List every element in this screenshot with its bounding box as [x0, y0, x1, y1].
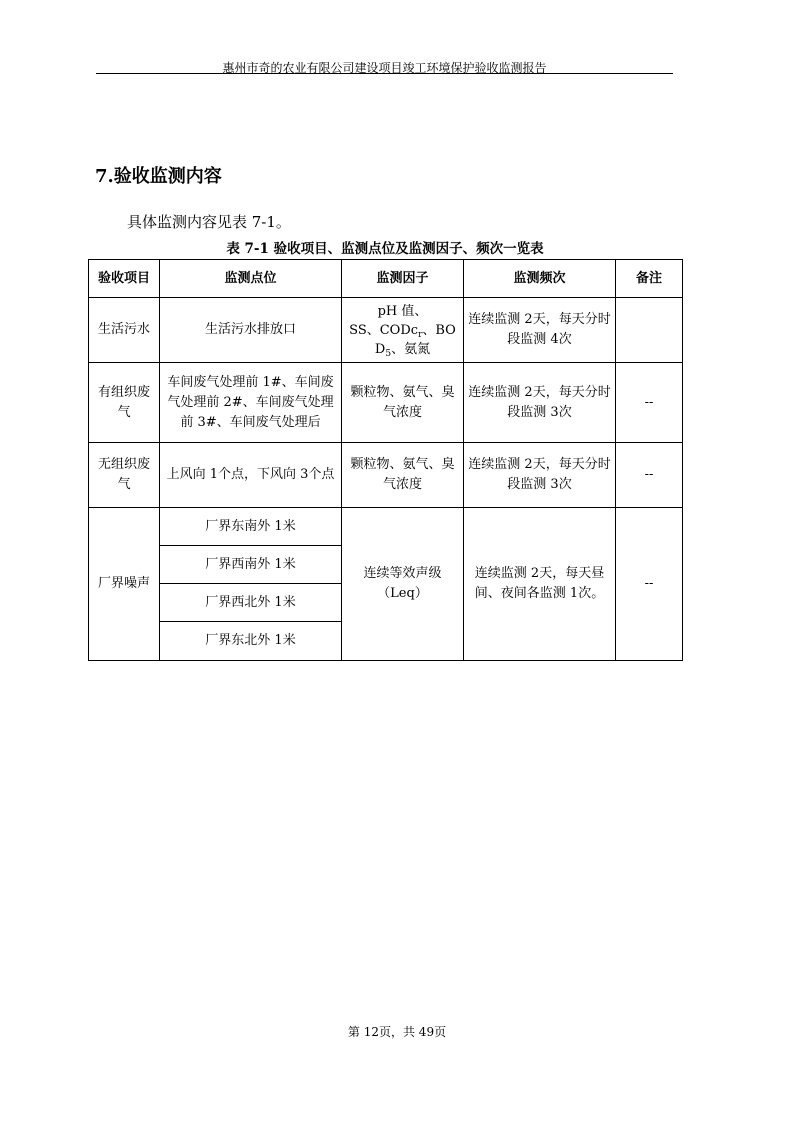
- cell-remark: --: [616, 363, 683, 443]
- table-row: [89, 363, 683, 443]
- cell-location: 厂界西北外 1米: [160, 584, 342, 622]
- table-caption: 表 7-1 验收项目、监测点位及监测因子、频次一览表: [226, 241, 544, 257]
- monitoring-table: [88, 259, 683, 661]
- factor-line: [345, 340, 460, 359]
- cell-item: 无组织废气: [89, 443, 160, 508]
- cell-factor: 连续等效声级（Leq）: [342, 508, 464, 661]
- cell-remark: --: [616, 508, 683, 661]
- cell-location: 生活污水排放口: [160, 298, 342, 363]
- cell-location: 厂界东北外 1米: [160, 622, 342, 661]
- header-item: 验收项目: [89, 260, 160, 298]
- subscript: 5: [385, 348, 392, 359]
- cell-remark: [616, 298, 683, 363]
- cell-location: 厂界西南外 1米: [160, 546, 342, 584]
- cell-frequency: 连续监测 2天，每天昼间、夜间各监测 1次。: [464, 508, 616, 661]
- factor-text: 、BO: [422, 322, 456, 338]
- factor-text: SS、CODc: [349, 322, 419, 338]
- cell-factor: [342, 298, 464, 363]
- table-row: [89, 443, 683, 508]
- page-number: 第 12页，共 49页: [347, 1025, 447, 1039]
- table-row: [89, 298, 683, 363]
- header-factor: 监测因子: [342, 260, 464, 298]
- header-frequency: 监测频次: [464, 260, 616, 298]
- table-row: [89, 508, 683, 546]
- cell-frequency: 连续监测 2天，每天分时段监测 3次: [464, 363, 616, 443]
- cell-frequency: 连续监测 2天，每天分时段监测 3次: [464, 443, 616, 508]
- header-divider: [96, 73, 673, 74]
- factor-text: 、氨氮: [391, 341, 431, 357]
- cell-factor: 颗粒物、氨气、臭气浓度: [342, 443, 464, 508]
- header-location: 监测点位: [160, 260, 342, 298]
- header-remark: 备注: [616, 260, 683, 298]
- cell-factor: 颗粒物、氨气、臭气浓度: [342, 363, 464, 443]
- cell-remark: --: [616, 443, 683, 508]
- report-header-title: 惠州市奇的农业有限公司建设项目竣工环境保护验收监测报告: [222, 61, 547, 75]
- factor-line: [345, 321, 460, 340]
- section-intro: 具体监测内容见表 7-1。: [127, 213, 291, 231]
- subscript: r: [418, 329, 423, 340]
- cell-item: 厂界噪声: [89, 508, 160, 661]
- cell-item: 有组织废气: [89, 363, 160, 443]
- cell-location: 车间废气处理前 1#、车间废气处理前 2#、车间废气处理前 3#、车间废气处理后: [160, 363, 342, 443]
- cell-location: 上风向 1个点，下风向 3个点: [160, 443, 342, 508]
- section-heading: 7.验收监测内容: [95, 166, 222, 187]
- factor-line: pH 值、: [377, 303, 428, 319]
- cell-frequency: 连续监测 2天，每天分时段监测 4次: [464, 298, 616, 363]
- cell-location: 厂界东南外 1米: [160, 508, 342, 546]
- cell-item: 生活污水: [89, 298, 160, 363]
- table-header-row: [89, 260, 683, 298]
- factor-text: D: [374, 341, 386, 357]
